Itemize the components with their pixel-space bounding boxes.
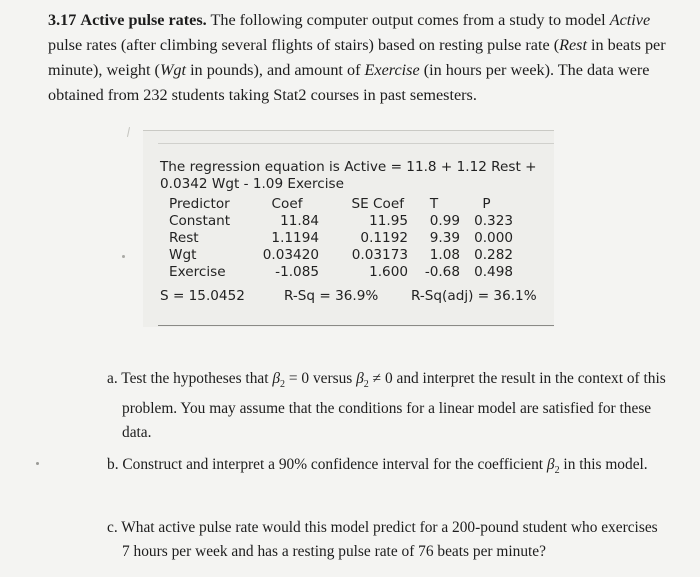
coef-row-exercise (169, 264, 513, 281)
stray-dot (122, 255, 125, 258)
problem-text-3: in beats per minute), weight ( (48, 36, 666, 79)
question-c-label: c. (107, 519, 118, 536)
question-b-label: b. (107, 456, 119, 473)
problem-text-2: pulse rates (after climbing several flights of stairs) based on resting pulse rate ( (48, 36, 560, 54)
output-bottom-rule (158, 325, 554, 326)
cell-t: 9.39 (429, 230, 460, 246)
regression-equation (160, 159, 537, 193)
var-rest: Rest (559, 36, 587, 54)
question-a-part-2: = 0 versus (285, 370, 357, 387)
question-a-part-3: ≠ 0 and interpret the result in the context of this problem. You may assume that the conditions for a linear model are satisfied for these data. (122, 370, 666, 442)
problem-text-4: in pounds), and amount of (186, 61, 365, 79)
cell-coef: 1.1194 (271, 230, 319, 246)
fit-s: S = 15.0452 (160, 288, 245, 304)
var-active: Active (609, 11, 651, 29)
header-predictor: Predictor (169, 196, 230, 212)
equation-line-1: The regression equation is Active = 11.8 + 1.12 Rest + (160, 159, 537, 175)
cell-coef: 0.03420 (262, 247, 319, 263)
question-a-text (107, 367, 667, 445)
question-a-part-1: Test the hypotheses that (117, 370, 273, 387)
scan-mark (127, 127, 130, 137)
question-c (107, 516, 667, 564)
cell-t: 1.08 (429, 247, 460, 263)
coef-header-row (169, 196, 513, 213)
beta-subscript: 2 (280, 379, 286, 391)
cell-se-coef: 11.95 (369, 213, 408, 229)
cell-t: -0.68 (424, 264, 460, 280)
coef-row-rest (169, 230, 513, 247)
beta-symbol: β (546, 456, 555, 473)
cell-p: 0.498 (474, 264, 513, 280)
var-exercise: Exercise (364, 61, 420, 79)
question-b (107, 453, 667, 483)
beta-symbol: β (272, 370, 281, 387)
cell-se-coef: 0.1192 (360, 230, 408, 246)
coefficient-table (169, 196, 513, 281)
coef-row-wgt (169, 247, 513, 264)
problem-number: 3.17 (48, 11, 77, 29)
question-b-part-2: in this model. (559, 456, 648, 473)
cell-predictor: Wgt (169, 247, 197, 263)
cell-predictor: Exercise (169, 264, 226, 280)
fit-rsq-adj: R-Sq(adj) = 36.1% (411, 288, 537, 304)
cell-se-coef: 0.03173 (351, 247, 408, 263)
cell-p: 0.282 (474, 247, 513, 263)
var-wgt: Wgt (159, 61, 187, 79)
beta-subscript: 2 (554, 465, 560, 477)
question-c-text (107, 516, 667, 564)
header-se-coef: SE Coef (351, 196, 404, 212)
regression-output-panel (143, 130, 554, 327)
equation-line-2: 0.0342 Wgt - 1.09 Exercise (160, 176, 344, 192)
header-coef: Coef (271, 196, 303, 212)
output-top-rule (158, 143, 554, 144)
question-c-part-1: What active pulse rate would this model predict for a 200-pound student who exercises 7 hours per week and has a resting pulse rate of 76 beats per minute? (117, 519, 658, 560)
problem-intro (48, 8, 670, 108)
cell-coef: 11.84 (280, 213, 319, 229)
cell-t: 0.99 (429, 213, 460, 229)
cell-se-coef: 1.600 (369, 264, 408, 280)
question-a (107, 367, 667, 445)
problem-text-1: The following computer output comes from a study to model (206, 11, 610, 29)
cell-predictor: Rest (169, 230, 199, 246)
question-b-part-1: Construct and interpret a 90% confidence interval for the coefficient (118, 456, 547, 473)
beta-symbol: β (356, 370, 364, 387)
cell-predictor: Constant (169, 213, 231, 229)
beta-subscript: 2 (363, 379, 369, 391)
stray-dot (36, 462, 39, 465)
problem-text-5: (in hours per week). The data were obtained from 232 students taking Stat2 courses in past semesters. (48, 61, 650, 104)
problem-title: Active pulse rates. (80, 11, 207, 29)
header-p: P (482, 196, 491, 212)
coef-row-constant (169, 213, 513, 230)
question-a-label: a. (107, 370, 118, 387)
cell-p: 0.323 (474, 213, 513, 229)
fit-rsq: R-Sq = 36.9% (284, 288, 379, 304)
header-t: T (429, 196, 439, 212)
cell-p: 0.000 (474, 230, 513, 246)
cell-coef: -1.085 (275, 264, 319, 280)
question-b-text (107, 453, 667, 483)
